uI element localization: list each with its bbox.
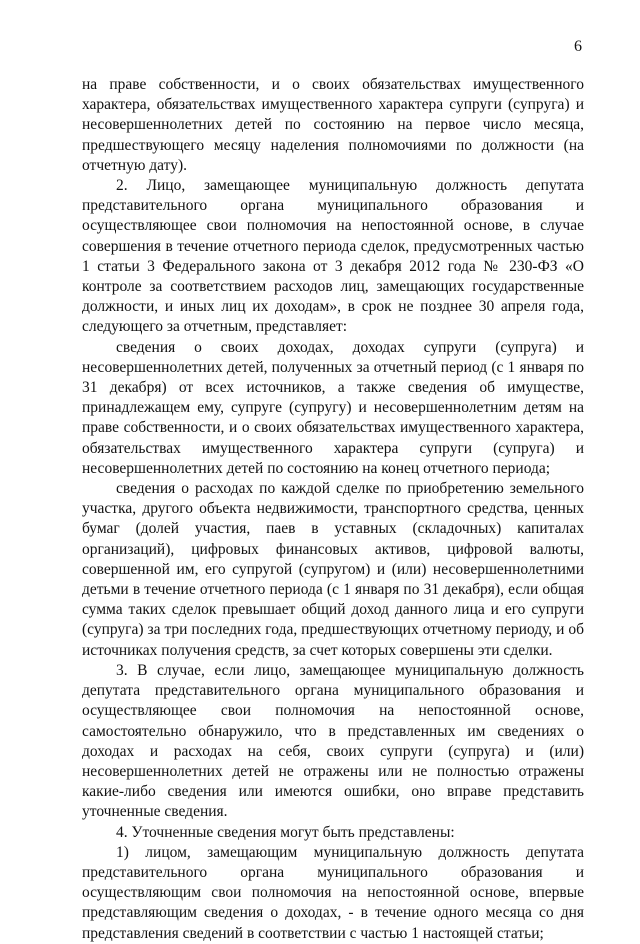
paragraph-4: 4. Уточненные сведения могут быть представлены: xyxy=(116,823,455,841)
paragraph-2: 2. Лицо, замещающее муниципальную должность депутата представительного органа муниципального образования и осуществляющее свои полномочия на непостоянной основе, в случае совершения в течение отчетного периода сделок, предусмотренных частью 1 статьи 3 Федерального закона от 3 декабря 2012 года № 230-ФЗ «О контроле за соответствием расходов лиц, замещающих государственные должности, и иных лиц их доходам», в срок не позднее 30 апреля года, следующего за отчетным, представляет: xyxy=(82,177,584,336)
paragraph-2-expense-info: сведения о расходах по каждой сделке по приобретению земельного участка, другого объекта недвижимости, транспортного средства, ценных бумаг (долей участия, паев в уставных (складочных) капиталах организаций), цифровых финансовых активов, цифровой валюты, совершенной им, его супругой (супругом) и (или) несовершеннолетними детьми в течение отчетного периода (с 1 января по 31 декабря), если общая сумма таких сделок превышает общий доход данного лица и его супруги (супруга) за три последних года, предшествующих отчетному периоду, и об источниках получения средств, за счет которых совершены эти сделки. xyxy=(82,480,584,659)
paragraph-2-income-info: сведения о своих доходах, доходах супруги (супруга) и несовершеннолетних детей, полученных за отчетный период (с 1 января по 31 декабря) от всех источников, а также сведения об имуществе, принадлежащем ему, супруге (супругу) и несовершеннолетним детям на праве собственности, и о своих обязательствах имущественного характера, обязательствах имущественного характера супруги (супруга) и несовершеннолетних детей по состоянию на конец отчетного периода; xyxy=(82,338,584,477)
paragraph-1-continuation: на праве собственности, и о своих обязательствах имущественного характера, обязательствах имущественного характера супруги (супруга) и несовершеннолетних детей по состоянию на первое число месяца, предшествующего месяцу наделения полномочиями по должности (на отчетную дату). xyxy=(82,76,584,174)
page-number: 6 xyxy=(574,38,582,55)
document-body xyxy=(82,75,584,944)
paragraph-3: 3. В случае, если лицо, замещающее муниципальную должность депутата представительного органа муниципального образования и осуществляющее свои полномочия на непостоянной основе, самостоятельно обнаружило, что в представленных им сведениях о доходах и расходах на себя, своих супруги (супруга) и (или) несовершеннолетних детей не отражены или не полностью отражены какие-либо сведения или имеются ошибки, оно вправе представить уточненные сведения. xyxy=(82,661,584,821)
paragraph-4-item-1: 1) лицом, замещающим муниципальную должность депутата представительного органа муниципального образования и осуществляющим свои полномочия на непостоянной основе, впервые представляющим сведения о доходах, - в течение одного месяца со дня представления сведений в соответствии с частью 1 настоящей статьи; xyxy=(82,843,584,942)
